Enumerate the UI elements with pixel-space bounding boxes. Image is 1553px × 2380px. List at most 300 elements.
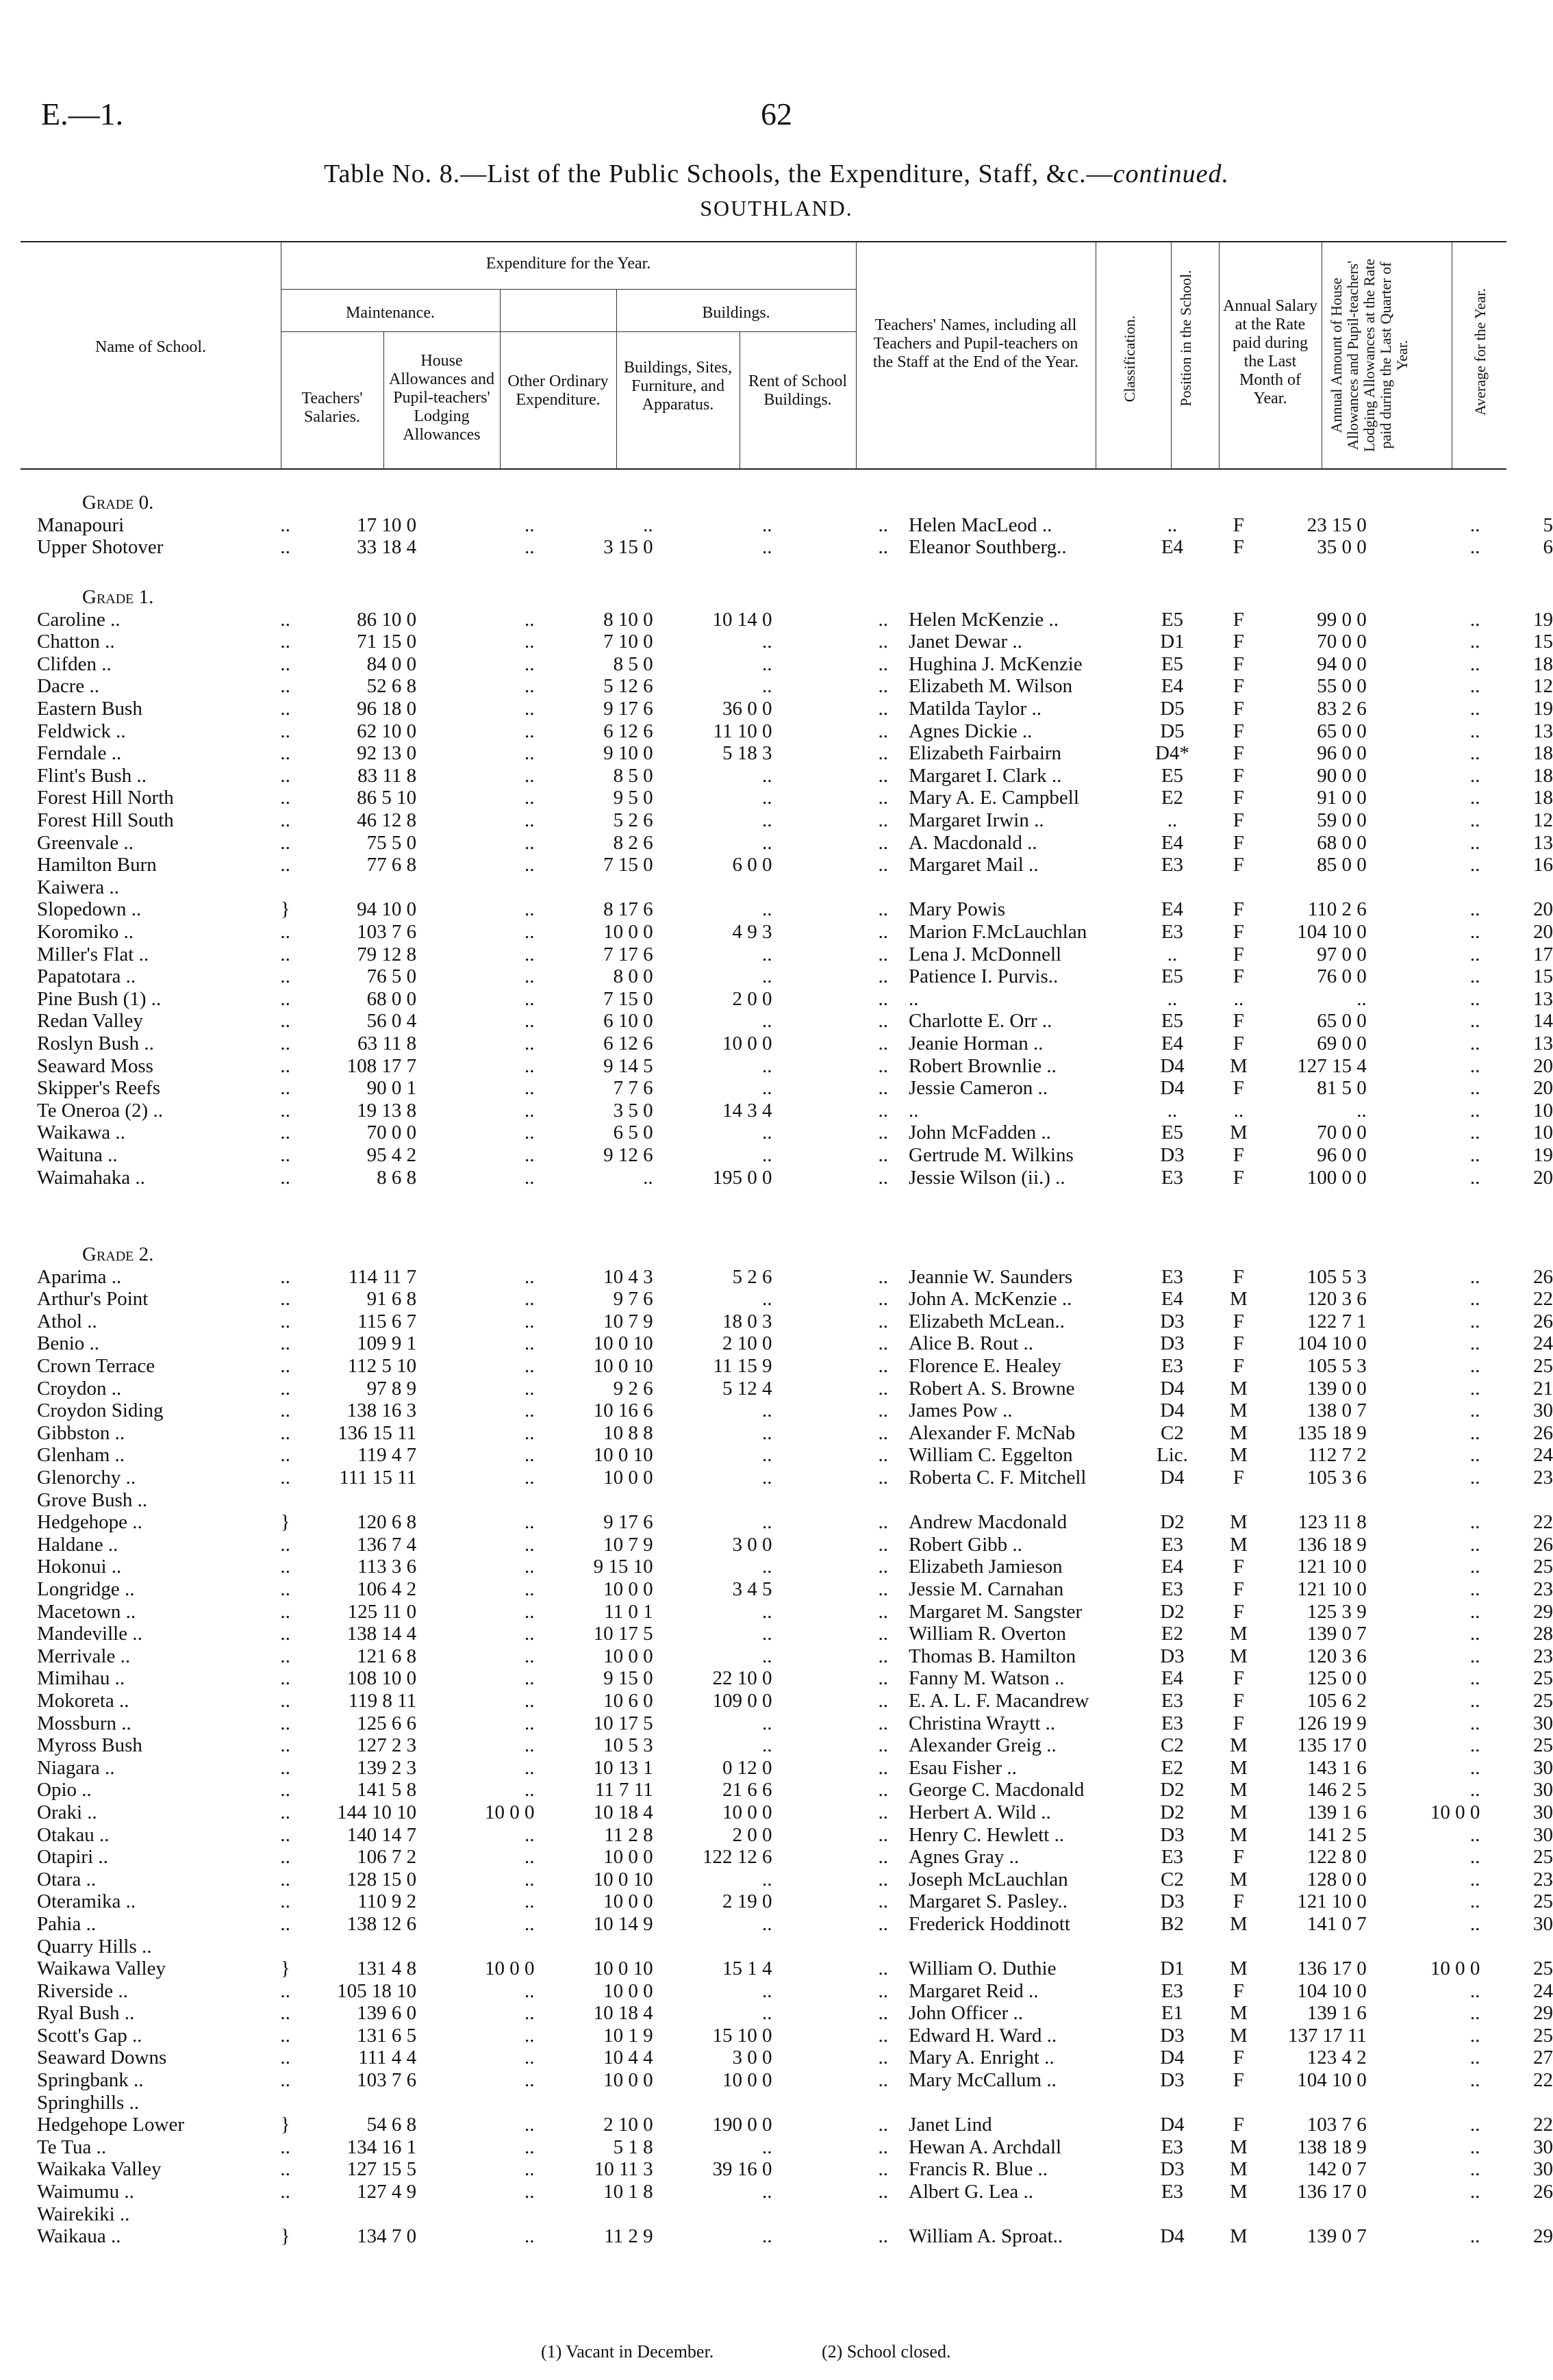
buildings-cell: ..: [761, 1600, 772, 1623]
row-leader: ..: [280, 1645, 290, 1667]
row-leader: ..: [280, 1143, 290, 1166]
teacher-name: John McFadden ..: [909, 1122, 1051, 1144]
teacher-name: [896, 2203, 1133, 2225]
buildings-cell: 5 12 4: [722, 1377, 772, 1400]
annual-house-cell: ..: [1469, 787, 1480, 809]
classification-cell: ..: [1167, 514, 1178, 536]
annual-house-cell: ..: [1469, 1912, 1480, 1935]
teachers-salaries-cell: 97 8 9: [366, 1377, 417, 1400]
school-name: Hedgehope ..: [37, 1511, 142, 1534]
teacher-name: [896, 2091, 1133, 2114]
house-allowance-cell: ..: [525, 809, 535, 832]
buildings-cell: ..: [761, 653, 772, 675]
teachers-salaries-cell: 105 18 10: [337, 1979, 417, 2002]
annual-salary-cell: 65 0 0: [1317, 720, 1367, 742]
row-leader: ..: [280, 1444, 290, 1467]
rent-cell: ..: [878, 720, 888, 742]
row-leader: ..: [280, 1332, 290, 1355]
row-leader: ..: [280, 1533, 290, 1556]
annual-salary-cell: 91 0 0: [1317, 787, 1367, 809]
teachers-salaries-cell: 138 16 3: [346, 1400, 417, 1422]
annual-salary-cell: 90 0 0: [1317, 764, 1367, 787]
annual-house-cell: ..: [1469, 631, 1480, 653]
row-leader: ..: [280, 1077, 290, 1100]
table-row: [34, 1422, 1553, 1445]
table-row: [34, 2136, 1553, 2159]
classification-cell: E3: [1161, 1533, 1184, 1556]
school-name: Mandeville ..: [37, 1623, 142, 1645]
annual-house-cell: ..: [1469, 1166, 1480, 1189]
average-cell: 25: [1533, 1958, 1553, 1980]
annual-salary-cell: 81 5 0: [1317, 1077, 1367, 1100]
annual-salary-cell: 59 0 0: [1317, 809, 1367, 832]
buildings-cell: 14 3 4: [722, 1099, 772, 1122]
row-leader: ..: [280, 1355, 290, 1378]
teacher-name: John Officer ..: [909, 2002, 1023, 2025]
position-cell: F: [1233, 965, 1244, 988]
average-cell: 26: [1533, 2181, 1553, 2203]
classification-cell: D4: [1160, 1467, 1185, 1489]
teacher-name: Margaret I. Clark ..: [909, 764, 1062, 787]
house-allowance-cell: ..: [525, 720, 535, 742]
annual-house-cell: ..: [1469, 2136, 1480, 2158]
average-cell: 26: [1533, 1421, 1553, 1444]
position-cell: [1212, 2091, 1265, 2114]
house-allowance-cell: ..: [525, 1511, 535, 1534]
classification-cell: D4: [1160, 2114, 1185, 2136]
teacher-name: Margaret Reid ..: [909, 1979, 1039, 2002]
header-rule: [856, 242, 857, 468]
house-allowance-cell: ..: [525, 1868, 535, 1890]
school-name: Flint's Bush ..: [37, 764, 147, 787]
teachers-salaries-cell: 90 0 1: [366, 1077, 417, 1100]
row-leader: ..: [280, 965, 290, 988]
teachers-salaries-cell: 19 13 8: [357, 1099, 417, 1122]
annual-salary-cell: 69 0 0: [1317, 1032, 1367, 1054]
buildings-cell: ..: [761, 943, 772, 965]
classification-cell: E3: [1161, 920, 1184, 943]
classification-cell: D3: [1160, 1143, 1185, 1166]
average-cell: 22: [1533, 1288, 1553, 1311]
school-name: Manapouri: [37, 514, 125, 536]
table-row: [34, 1979, 1553, 2002]
classification-cell: E4: [1161, 831, 1184, 854]
house-allowance-cell: ..: [525, 1099, 535, 1122]
other-expenditure-cell: 7 15 0: [603, 854, 653, 876]
school-name: Clifden ..: [37, 653, 112, 675]
col-other-ordinary: Other Ordinary Expenditure.: [507, 372, 609, 409]
buildings-cell: ..: [761, 1556, 772, 1578]
teacher-name: Eleanor Southberg..: [909, 536, 1067, 559]
teacher-name: Albert G. Lea ..: [909, 2181, 1033, 2203]
position-cell: [1212, 2203, 1265, 2225]
buildings-cell: 190 0 0: [712, 2114, 772, 2136]
other-expenditure-cell: [543, 1935, 661, 1958]
house-allowance-cell: ..: [525, 1444, 535, 1467]
annual-salary-cell: 70 0 0: [1317, 631, 1367, 653]
col-maintenance: Maintenance.: [346, 304, 435, 322]
buildings-cell: ..: [761, 1979, 772, 2002]
annual-house-cell: ..: [1469, 1032, 1480, 1054]
other-expenditure-cell: 10 0 0: [603, 920, 653, 943]
row-leader: ..: [280, 764, 290, 787]
annual-salary-cell: 123 11 8: [1298, 1511, 1367, 1534]
teachers-salaries-cell: 127 4 9: [357, 2181, 417, 2203]
other-expenditure-cell: 10 1 8: [603, 2181, 653, 2203]
rent-cell: ..: [878, 943, 888, 965]
spacer-cell: [34, 559, 1553, 586]
annual-salary-cell: 136 18 9: [1297, 1533, 1367, 1556]
position-cell: M: [1229, 1421, 1248, 1444]
annual-house-cell: ..: [1469, 2114, 1480, 2136]
table-row: [34, 1099, 1553, 1122]
header-rule: [281, 289, 856, 290]
annual-salary-cell: 139 0 7: [1306, 1623, 1367, 1645]
other-expenditure-cell: 11 2 9: [604, 2225, 653, 2248]
classification-cell: D3: [1160, 1310, 1185, 1332]
school-name: Dacre ..: [37, 675, 99, 698]
teachers-salaries-cell: 108 10 0: [346, 1667, 417, 1690]
row-leader: ..: [280, 1734, 290, 1757]
teachers-salaries-cell: 125 11 0: [347, 1600, 417, 1623]
school-name: Seaward Downs: [37, 2047, 167, 2069]
school-name: Waikaka Valley: [37, 2158, 162, 2181]
row-leader: ..: [280, 514, 290, 536]
table-row: [34, 831, 1553, 854]
house-allowance-cell: ..: [525, 1143, 535, 1166]
annual-salary-cell: ..: [1356, 1099, 1367, 1122]
other-expenditure-cell: [543, 2091, 661, 2114]
row-leader: [266, 1489, 305, 1511]
header-rule: [616, 331, 856, 332]
teachers-salaries-cell: 103 7 6: [357, 920, 417, 943]
row-leader: ..: [280, 2024, 290, 2047]
classification-cell: D1: [1160, 631, 1185, 653]
teachers-salaries-cell: 111 15 11: [339, 1467, 417, 1489]
table-row: [34, 653, 1553, 676]
position-cell: F: [1233, 1846, 1244, 1869]
table-row: [34, 608, 1553, 631]
annual-house-cell: ..: [1469, 1054, 1480, 1077]
teacher-name: Hewan A. Archdall: [909, 2136, 1062, 2158]
position-cell: F: [1233, 720, 1244, 742]
annual-salary-cell: 125 0 0: [1306, 1667, 1367, 1690]
classification-cell: E4: [1161, 536, 1184, 559]
average-cell: 30: [1533, 1912, 1553, 1935]
rent-cell: ..: [878, 2069, 888, 2092]
annual-house-cell: ..: [1469, 764, 1480, 787]
other-expenditure-cell: 7 17 6: [603, 943, 653, 965]
buildings-cell: ..: [761, 1912, 772, 1935]
house-allowance-cell: ..: [525, 1054, 535, 1077]
school-name: Chatton ..: [37, 631, 115, 653]
classification-cell: D2: [1160, 1600, 1185, 1623]
teachers-salaries-cell: 138 14 4: [346, 1623, 417, 1645]
rent-cell: ..: [878, 854, 888, 876]
annual-salary-cell: 139 0 0: [1306, 1377, 1367, 1400]
rent-cell: ..: [878, 831, 888, 854]
other-expenditure-cell: 7 15 0: [603, 987, 653, 1010]
position-cell: F: [1233, 1467, 1244, 1489]
other-expenditure-cell: 9 17 6: [603, 1511, 653, 1534]
rent-cell: ..: [878, 1265, 888, 1288]
annual-house-cell: [1374, 876, 1487, 899]
other-expenditure-cell: 6 12 6: [603, 1032, 653, 1054]
header-rule: [1219, 242, 1220, 468]
classification-cell: E3: [1161, 1979, 1184, 2002]
row-leader: ..: [280, 653, 290, 675]
average-cell: 30: [1533, 1712, 1553, 1734]
other-expenditure-cell: 11 0 1: [604, 1600, 653, 1623]
average-cell: 23: [1533, 1578, 1553, 1601]
row-leader: ..: [280, 2158, 290, 2181]
teacher-name: Margaret M. Sangster: [909, 1600, 1083, 1623]
average-cell: 30: [1533, 2136, 1553, 2158]
house-allowance-cell: ..: [525, 1823, 535, 1846]
teachers-salaries-cell: 86 5 10: [357, 787, 417, 809]
teacher-name: Joseph McLauchlan: [909, 1868, 1068, 1890]
col-buildings: Buildings.: [702, 304, 770, 322]
classification-cell: E3: [1161, 1578, 1184, 1601]
position-cell: M: [1229, 1779, 1248, 1801]
rent-cell: ..: [878, 1712, 888, 1734]
row-leader: ..: [280, 1846, 290, 1869]
average-cell: 23: [1533, 1467, 1553, 1489]
position-cell: M: [1229, 1054, 1248, 1077]
school-name: Redan Valley: [37, 1010, 143, 1033]
table-title-main: Table No. 8.—List of the Public Schools, the Expenditure, Staff, &c.—: [323, 160, 1113, 188]
annual-salary-cell: 125 3 9: [1306, 1600, 1367, 1623]
row-leader: ..: [280, 1600, 290, 1623]
position-cell: [1212, 1489, 1265, 1511]
annual-house-cell: ..: [1469, 943, 1480, 965]
annual-salary-cell: [1265, 2203, 1374, 2225]
classification-cell: ..: [1167, 987, 1178, 1010]
col-annual-salary: Annual Salary at the Rate paid during the Last Month of Year.: [1223, 297, 1317, 407]
teacher-name: Florence E. Healey: [909, 1355, 1062, 1378]
table-row: [34, 1823, 1553, 1846]
teachers-salaries-cell: 71 15 0: [357, 631, 417, 653]
position-cell: M: [1229, 1511, 1248, 1534]
other-expenditure-cell: 8 17 6: [603, 898, 653, 921]
position-cell: M: [1229, 1623, 1248, 1645]
row-leader: [266, 876, 305, 899]
other-expenditure-cell: 8 5 0: [613, 764, 653, 787]
position-cell: M: [1229, 1400, 1248, 1422]
table-row: [34, 1846, 1553, 1869]
region-subtitle: SOUTHLAND.: [700, 196, 853, 220]
teachers-salaries-cell: 127 2 3: [357, 1734, 417, 1757]
row-leader: ..: [280, 1890, 290, 1913]
house-allowance-cell: ..: [525, 1912, 535, 1935]
table-row: [34, 2203, 1553, 2225]
rent-cell: ..: [878, 675, 888, 698]
buildings-cell: ..: [761, 631, 772, 653]
other-expenditure-cell: 10 13 1: [593, 1756, 653, 1779]
col-annual-house: Annual Amount of House Allowances and Pupil-teachers' Lodging Allowances at the Rate paid during the Last Quarter of Year.: [1328, 258, 1411, 453]
buildings-cell: ..: [761, 764, 772, 787]
teachers-salaries-cell: 56 0 4: [366, 1010, 417, 1033]
rent-cell: ..: [878, 1689, 888, 1712]
position-cell: M: [1229, 1868, 1248, 1890]
buildings-cell: ..: [761, 1054, 772, 1077]
teachers-salaries-cell: 109 9 1: [357, 1332, 417, 1355]
average-cell: 20: [1533, 1166, 1553, 1189]
col-teachers-names: Teachers' Names, including all Teachers and Pupil-teachers on the Staff at the End of the Year.: [872, 316, 1079, 371]
table-row: [34, 1623, 1553, 1645]
table-row: [34, 898, 1553, 921]
teacher-name: William C. Eggelton: [909, 1444, 1073, 1467]
teachers-salaries-cell: 134 7 0: [357, 2225, 417, 2248]
classification-cell: D4: [1160, 1377, 1185, 1400]
school-name: Hokonui ..: [37, 1556, 122, 1578]
buildings-cell: [661, 2203, 781, 2225]
house-allowance-cell: ..: [525, 987, 535, 1010]
rent-cell: ..: [878, 1288, 888, 1311]
classification-cell: D4: [1160, 2225, 1185, 2248]
position-cell: F: [1233, 1600, 1244, 1623]
annual-house-cell: ..: [1469, 1355, 1480, 1378]
house-allowance-cell: ..: [525, 1377, 535, 1400]
annual-house-cell: ..: [1469, 965, 1480, 988]
teachers-salaries-cell: 136 7 4: [357, 1533, 417, 1556]
classification-cell: ..: [1167, 943, 1178, 965]
teacher-name: John A. McKenzie ..: [909, 1288, 1072, 1311]
classification-cell: E3: [1161, 2136, 1184, 2158]
teachers-salaries-cell: 33 18 4: [357, 536, 417, 559]
other-expenditure-cell: 10 4 3: [603, 1265, 653, 1288]
classification-cell: D4: [1160, 2047, 1185, 2069]
buildings-cell: 2 0 0: [732, 1823, 772, 1846]
teacher-name: Thomas B. Hamilton: [909, 1645, 1076, 1667]
col-teachers-salaries: Teachers' Salaries.: [301, 390, 363, 426]
annual-salary-cell: 96 0 0: [1317, 1143, 1367, 1166]
annual-house-cell: ..: [1469, 514, 1480, 536]
school-name: Haldane ..: [37, 1533, 118, 1556]
table-row: [34, 1556, 1553, 1578]
annual-house-cell: ..: [1469, 1890, 1480, 1913]
buildings-cell: ..: [761, 1712, 772, 1734]
average-cell: 12: [1533, 675, 1553, 698]
annual-house-cell: ..: [1469, 2225, 1480, 2248]
school-name: Mimihau ..: [37, 1667, 125, 1690]
buildings-cell: 15 1 4: [722, 1958, 772, 1980]
teacher-name: Mary Powis: [909, 898, 1005, 921]
annual-salary-cell: 97 0 0: [1317, 943, 1367, 965]
table-title-continued: continued.: [1113, 160, 1230, 188]
classification-cell: E1: [1161, 2002, 1184, 2025]
house-allowance-cell: ..: [525, 1556, 535, 1578]
house-allowance-cell: ..: [525, 1846, 535, 1869]
row-leader: ..: [280, 1912, 290, 1935]
rent-cell: ..: [878, 1122, 888, 1144]
schools-table: [34, 492, 1553, 2248]
rent-cell: ..: [878, 764, 888, 787]
annual-salary-cell: 103 7 6: [1306, 2114, 1367, 2136]
teachers-salaries-cell: 95 4 2: [366, 1143, 417, 1166]
rent-cell: ..: [878, 536, 888, 559]
classification-cell: B2: [1161, 1912, 1184, 1935]
house-allowance-cell: ..: [525, 631, 535, 653]
teacher-name: Christina Wraytt ..: [909, 1712, 1056, 1734]
average-cell: [1487, 876, 1553, 899]
school-name: Grove Bush ..: [37, 1489, 148, 1511]
annual-house-cell: ..: [1469, 2069, 1480, 2092]
rent-cell: ..: [878, 1467, 888, 1489]
school-name: Ferndale ..: [37, 742, 122, 765]
annual-salary-cell: 70 0 0: [1317, 1122, 1367, 1144]
school-name: Waikawa Valley: [37, 1958, 166, 1980]
position-cell: F: [1233, 1578, 1244, 1601]
position-cell: M: [1229, 2225, 1248, 2248]
buildings-cell: 10 0 0: [722, 2069, 772, 2092]
annual-house-cell: ..: [1469, 1467, 1480, 1489]
table-row: [34, 1122, 1553, 1144]
average-cell: 25: [1533, 1846, 1553, 1869]
annual-house-cell: ..: [1469, 854, 1480, 876]
house-allowance-cell: ..: [525, 1077, 535, 1100]
teacher-name: Marion F.McLauchlan: [909, 920, 1087, 943]
school-name: Slopedown ..: [37, 898, 142, 921]
other-expenditure-cell: [543, 876, 661, 899]
teachers-salaries-cell: 108 17 7: [346, 1054, 417, 1077]
buildings-cell: [661, 2091, 781, 2114]
school-name: Ryal Bush ..: [37, 2002, 135, 2025]
average-cell: 26: [1533, 1265, 1553, 1288]
row-leader: ..: [280, 809, 290, 832]
position-cell: F: [1233, 1890, 1244, 1913]
annual-salary-cell: 121 10 0: [1297, 1890, 1367, 1913]
schools-table-body: [34, 492, 1553, 2248]
rent-cell: ..: [878, 2002, 888, 2025]
position-cell: M: [1229, 1734, 1248, 1757]
school-name: Miller's Flat ..: [37, 943, 149, 965]
annual-salary-cell: 85 0 0: [1317, 854, 1367, 876]
row-leader: ..: [280, 1032, 290, 1054]
classification-cell: E3: [1161, 1355, 1184, 1378]
school-name: Waikaua ..: [37, 2225, 121, 2248]
annual-house-cell: ..: [1469, 1400, 1480, 1422]
rent-cell: ..: [878, 2225, 888, 2248]
position-cell: F: [1233, 2069, 1244, 2092]
average-cell: 25: [1533, 1689, 1553, 1712]
house-allowance-cell: ..: [525, 1310, 535, 1332]
position-cell: M: [1229, 1801, 1248, 1823]
table-row: [34, 943, 1553, 965]
buildings-cell: 11 10 0: [713, 720, 772, 742]
rent-cell: ..: [878, 1578, 888, 1601]
row-leader: ..: [280, 831, 290, 854]
col-name-school: Name of School.: [95, 338, 206, 356]
average-cell: 23: [1533, 1868, 1553, 1890]
school-name: Merrivale ..: [37, 1645, 131, 1667]
annual-salary-cell: 35 0 0: [1317, 536, 1367, 559]
other-expenditure-cell: 3 5 0: [613, 1099, 653, 1122]
buildings-cell: ..: [761, 1467, 772, 1489]
annual-salary-cell: [1265, 2091, 1374, 2114]
row-leader: [266, 1935, 305, 1958]
average-cell: 26: [1533, 1533, 1553, 1556]
average-cell: 16: [1533, 854, 1553, 876]
header-rule: [383, 331, 384, 468]
row-leader: ..: [280, 1166, 290, 1189]
other-expenditure-cell: 11 7 11: [594, 1779, 653, 1801]
house-allowance-cell: ..: [525, 1467, 535, 1489]
table-row: [34, 1890, 1553, 1913]
row-leader: ..: [280, 1712, 290, 1734]
teachers-salaries-cell: 8 6 8: [377, 1166, 417, 1189]
average-cell: 30: [1533, 1823, 1553, 1846]
